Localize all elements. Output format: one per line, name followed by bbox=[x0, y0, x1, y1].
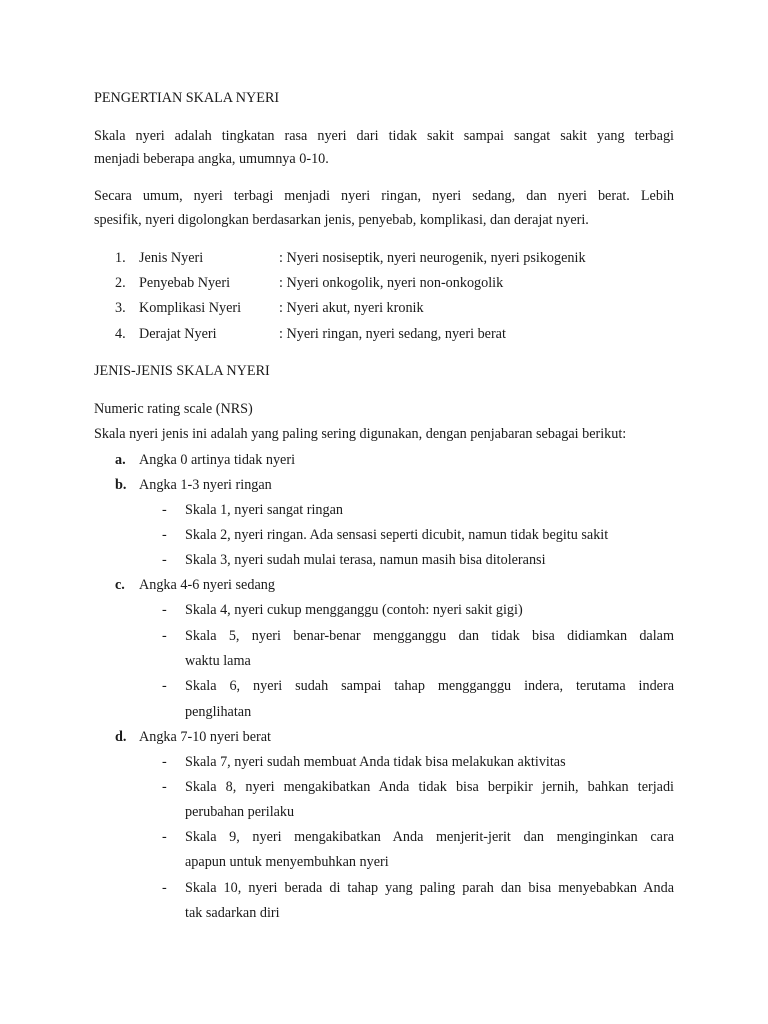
group-label: Angka 1-3 nyeri ringan bbox=[139, 477, 272, 493]
dash-bullet: - bbox=[162, 552, 167, 568]
dash-bullet: - bbox=[162, 678, 167, 694]
list-label: Jenis Nyeri bbox=[139, 250, 204, 266]
group-label: Angka 4-6 nyeri sedang bbox=[139, 577, 275, 593]
dash-bullet: - bbox=[162, 779, 167, 795]
list-number: 1. bbox=[115, 250, 126, 266]
group-letter: d. bbox=[115, 729, 127, 745]
dash-bullet: - bbox=[162, 527, 167, 543]
dash-bullet: - bbox=[162, 602, 167, 618]
scale-item: Skala 4, nyeri cukup mengganggu (contoh: nyeri sakit gigi) bbox=[185, 602, 523, 618]
scale-item-line2: perubahan perilaku bbox=[185, 804, 295, 820]
scale-item-line2: waktu lama bbox=[185, 653, 251, 669]
para2-line1: Secara umum, nyeri terbagi menjadi nyeri ringan, nyeri sedang, dan nyeri berat. Lebih bbox=[94, 188, 674, 204]
nrs-intro: Skala nyeri jenis ini adalah yang paling sering digunakan, dengan penjabaran sebagai berikut: bbox=[94, 426, 627, 442]
para2-line2: spesifik, nyeri digolongkan berdasarkan jenis, penyebab, komplikasi, dan derajat nyeri. bbox=[94, 212, 589, 228]
scale-item: Skala 1, nyeri sangat ringan bbox=[185, 502, 343, 518]
heading-jenis: JENIS-JENIS SKALA NYERI bbox=[94, 363, 270, 379]
group-letter: a. bbox=[115, 452, 126, 468]
list-label: Penyebab Nyeri bbox=[139, 275, 231, 291]
scale-item-line2: apapun untuk menyembuhkan nyeri bbox=[185, 854, 389, 870]
dash-bullet: - bbox=[162, 829, 167, 845]
scale-item-line2: tak sadarkan diri bbox=[185, 905, 280, 921]
list-value: : Nyeri akut, nyeri kronik bbox=[279, 300, 424, 316]
scale-item-line2: penglihatan bbox=[185, 704, 252, 720]
list-value: : Nyeri ringan, nyeri sedang, nyeri berat bbox=[279, 326, 506, 342]
list-number: 2. bbox=[115, 275, 126, 291]
dash-bullet: - bbox=[162, 880, 167, 896]
list-number: 3. bbox=[115, 300, 126, 316]
dash-bullet: - bbox=[162, 502, 167, 518]
list-number: 4. bbox=[115, 326, 126, 342]
scale-item-line1: Skala 5, nyeri benar-benar mengganggu dan tidak bisa didiamkan dalam bbox=[185, 628, 674, 644]
heading-pengertian: PENGERTIAN SKALA NYERI bbox=[94, 90, 280, 106]
group-label: Angka 0 artinya tidak nyeri bbox=[139, 452, 296, 468]
list-label: Derajat Nyeri bbox=[139, 326, 217, 342]
para1-line2: menjadi beberapa angka, umumnya 0-10. bbox=[94, 151, 329, 167]
list-value: : Nyeri nosiseptik, nyeri neurogenik, nyeri psikogenik bbox=[279, 250, 586, 266]
scale-item: Skala 3, nyeri sudah mulai terasa, namun masih bisa ditoleransi bbox=[185, 552, 546, 568]
para1-line1: Skala nyeri adalah tingkatan rasa nyeri dari tidak sakit sampai sangat sakit yang terbagi bbox=[94, 128, 674, 144]
group-letter: b. bbox=[115, 477, 127, 493]
group-letter: c. bbox=[115, 577, 125, 593]
scale-item: Skala 7, nyeri sudah membuat Anda tidak bisa melakukan aktivitas bbox=[185, 754, 566, 770]
list-value: : Nyeri onkogolik, nyeri non-onkogolik bbox=[279, 275, 504, 291]
scale-item-line1: Skala 9, nyeri mengakibatkan Anda menjerit-jerit dan menginginkan cara bbox=[185, 829, 674, 845]
dash-bullet: - bbox=[162, 628, 167, 644]
scale-item-line1: Skala 6, nyeri sudah sampai tahap mengganggu indera, terutama indera bbox=[185, 678, 674, 694]
nrs-title: Numeric rating scale (NRS) bbox=[94, 401, 253, 417]
scale-item-line1: Skala 8, nyeri mengakibatkan Anda tidak bisa berpikir jernih, bahkan terjadi bbox=[185, 779, 674, 795]
group-label: Angka 7-10 nyeri berat bbox=[139, 729, 271, 745]
scale-item-line1: Skala 10, nyeri berada di tahap yang paling parah dan bisa menyebabkan Anda bbox=[185, 880, 674, 896]
dash-bullet: - bbox=[162, 754, 167, 770]
list-label: Komplikasi Nyeri bbox=[139, 300, 242, 316]
scale-item: Skala 2, nyeri ringan. Ada sensasi seperti dicubit, namun tidak begitu sakit bbox=[185, 527, 609, 543]
